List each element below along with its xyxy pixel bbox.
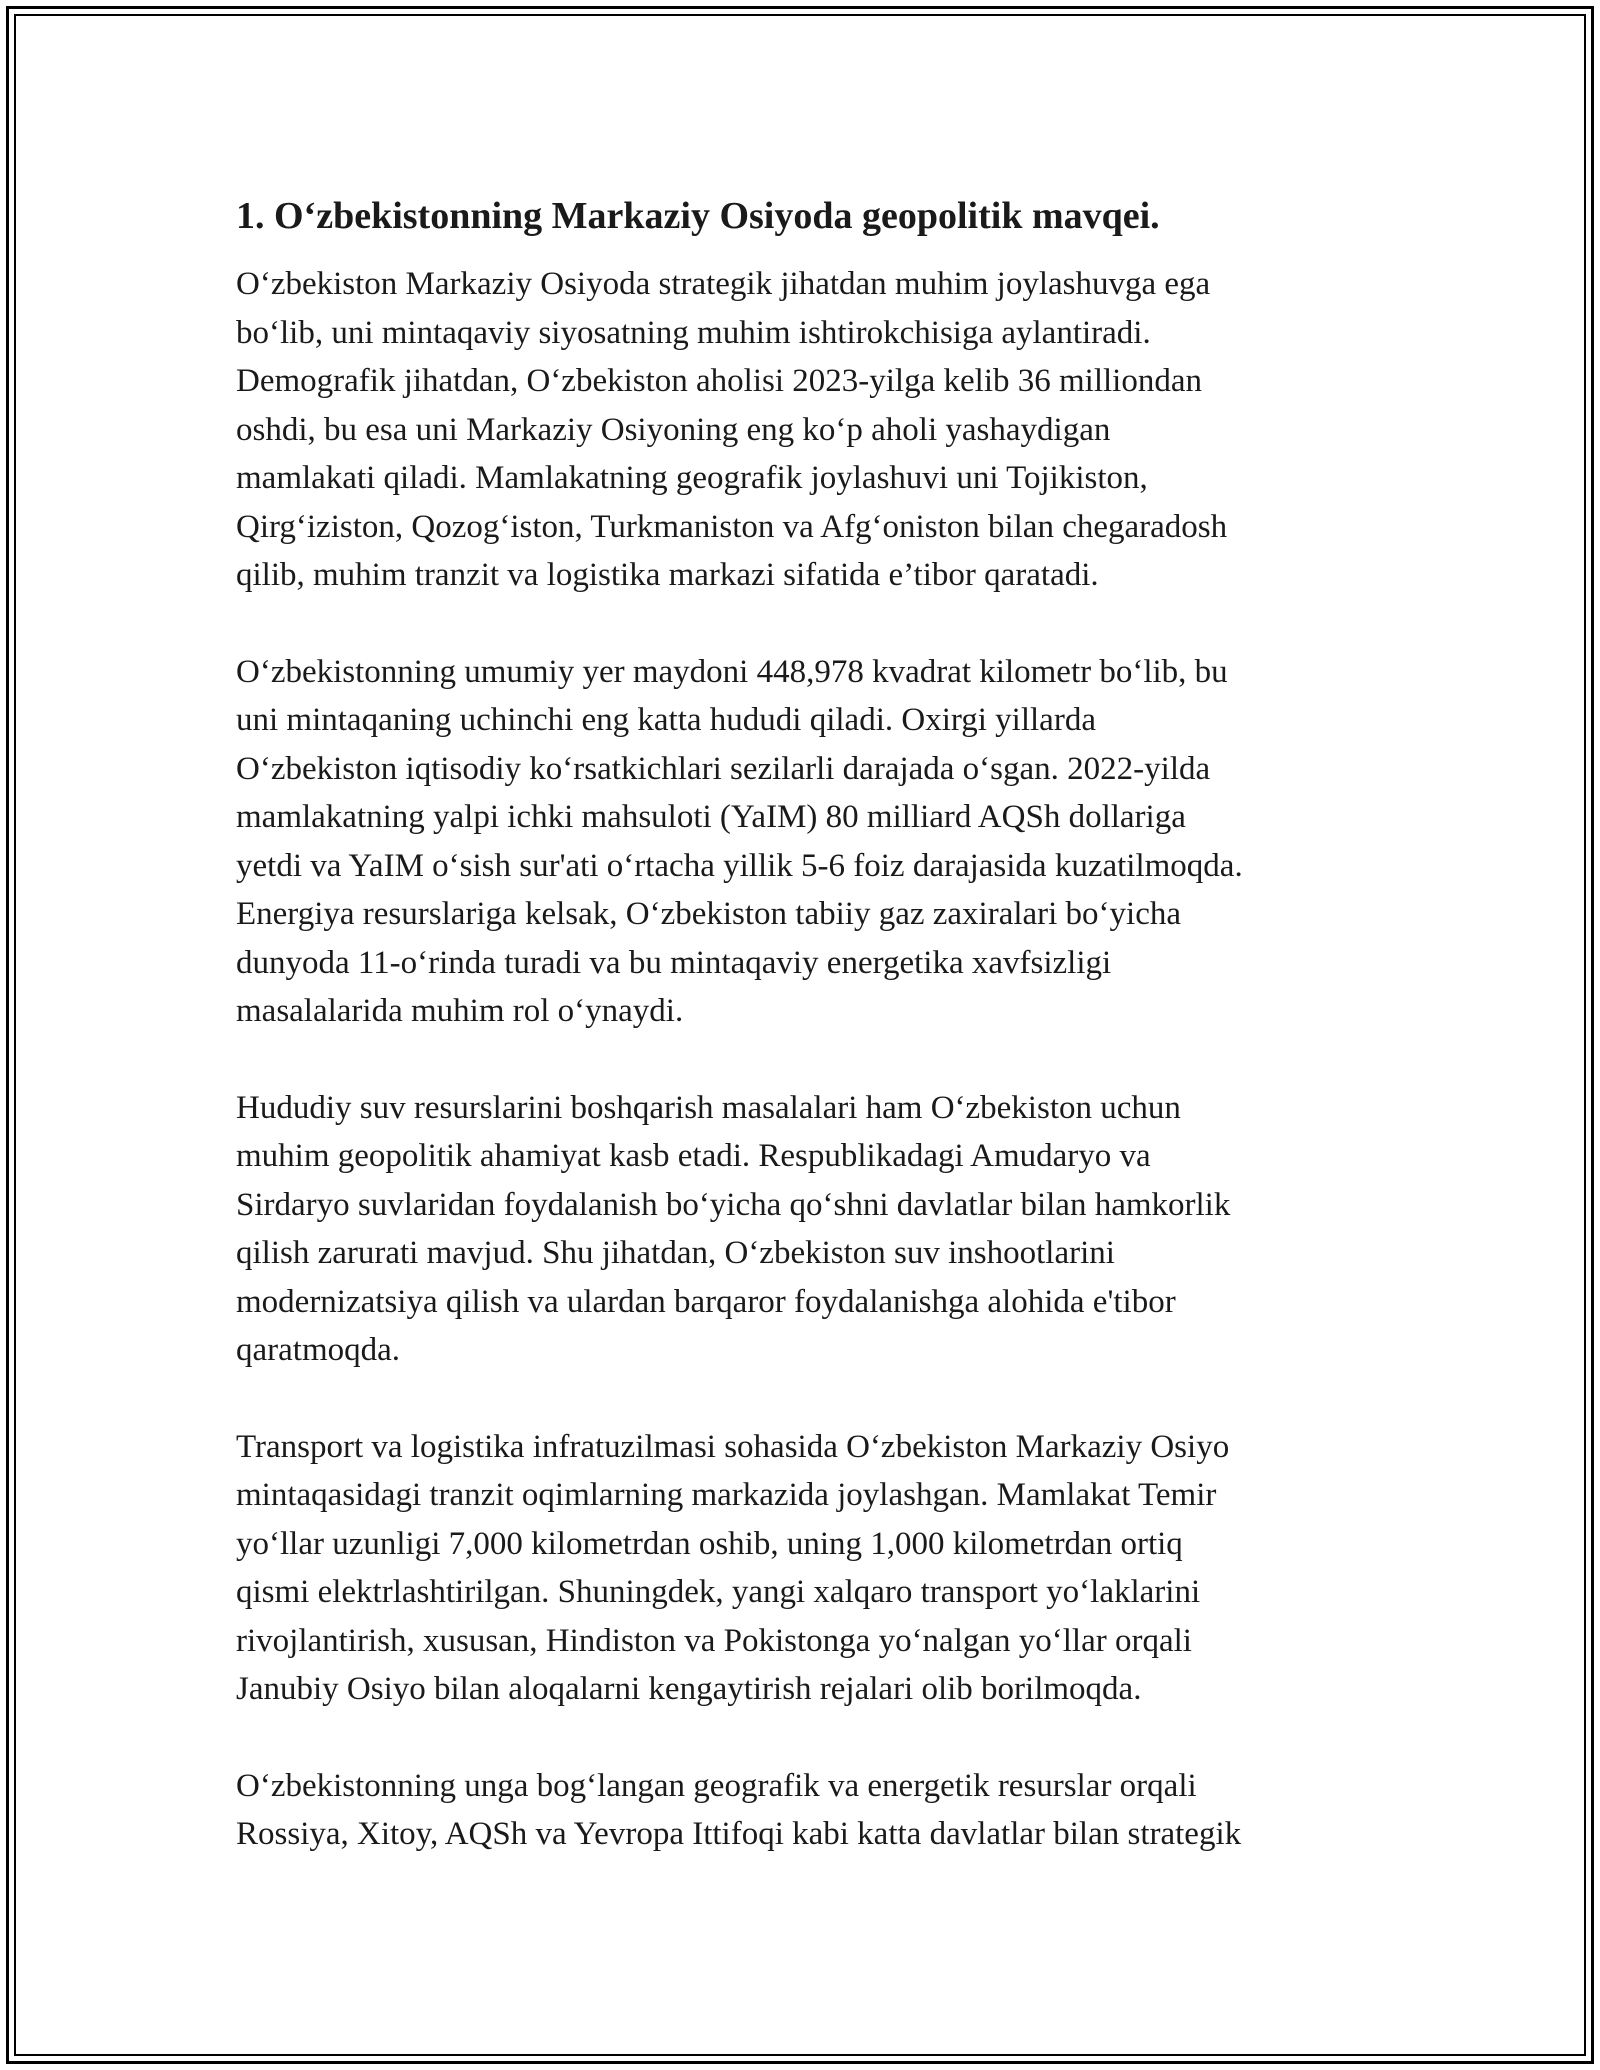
text-line: bo‘lib, uni mintaqaviy siyosatning muhim ishtirokchisiga aylantiradi. [236, 314, 1151, 351]
text-line: uni mintaqaning uchinchi eng katta hududi qiladi. Oxirgi yillarda [236, 702, 1096, 738]
text-line: Rossiya, Xitoy, AQSh va Yevropa Ittifoqi kabi katta davlatlar bilan strategik [236, 1816, 1242, 1852]
text-line: qilib, muhim tranzit va logistika markazi sifatida e’tibor qaratadi. [236, 557, 1099, 593]
text-line: Energiya resurslariga kelsak, O‘zbekiston tabiiy gaz zaxiralari bo‘yicha [236, 896, 1182, 932]
text-line: masalalarida muhim rol o‘ynaydi. [236, 993, 684, 1029]
text-line: qismi elektrlashtirilgan. Shuningdek, yangi xalqaro transport yo‘laklarini [236, 1574, 1201, 1610]
text-line: Demografik jihatdan, O‘zbekiston aholisi 2023-yilga kelib 36 milliondan [236, 363, 1202, 399]
paragraph-strategic-partners [236, 1762, 1366, 1859]
text-line: Sirdaryo suvlaridan foydalanish bo‘yicha qo‘shni davlatlar bilan hamkorlik [236, 1186, 1231, 1223]
text-line: qilish zarurati mavjud. Shu jihatdan, O‘zbekiston suv inshootlarini [236, 1235, 1115, 1271]
paragraph-economy-energy [236, 648, 1366, 1036]
text-line: O‘zbekiston Markaziy Osiyoda strategik jihatdan muhim joylashuvga ega [236, 266, 1211, 302]
text-line: yo‘llar uzunligi 7,000 kilometrdan oshib, uning 1,000 kilometrdan ortiq [236, 1525, 1183, 1562]
text-line: qaratmoqda. [236, 1332, 401, 1368]
text-line: dunyoda 11-o‘rinda turadi va bu mintaqaviy energetika xavfsizligi [236, 944, 1112, 981]
text-line: yetdi va YaIM o‘sish sur'ati o‘rtacha yillik 5-6 foiz darajasida kuzatilmoqda. [236, 847, 1243, 884]
text-line: Hududiy suv resurslarini boshqarish masalalari ham O‘zbekiston uchun [236, 1089, 1181, 1126]
text-line: O‘zbekistonning unga bog‘langan geografik va energetik resurslar orqali [236, 1767, 1197, 1804]
text-line: rivojlantirish, xususan, Hindiston va Pokistonga yo‘nalgan yo‘llar orqali [236, 1622, 1192, 1659]
section-heading: 1. O‘zbekistonning Markaziy Osiyoda geopolitik mavqei. [236, 195, 1160, 237]
document-body [236, 188, 1366, 1859]
text-line: mintaqasidagi tranzit oqimlarning markazida joylashgan. Mamlakat Temir [236, 1477, 1217, 1513]
paragraph-geographic-position [236, 260, 1366, 600]
text-line: Qirg‘iziston, Qozog‘iston, Turkmaniston va Afg‘oniston bilan chegaradosh [236, 508, 1228, 545]
paragraph-transport-logistics [236, 1423, 1366, 1714]
text-line: Janubiy Osiyo bilan aloqalarni kengaytirish rejalari olib borilmoqda. [236, 1671, 1142, 1707]
text-line: muhim geopolitik ahamiyat kasb etadi. Respublikadagi Amudaryo va [236, 1138, 1151, 1174]
text-line: oshdi, bu esa uni Markaziy Osiyoning eng ko‘p aholi yashaydigan [236, 411, 1111, 448]
text-line: O‘zbekiston iqtisodiy ko‘rsatkichlari sezilarli darajada o‘sgan. 2022-yilda [236, 750, 1211, 787]
text-line: modernizatsiya qilish va ulardan barqaror foydalanishga alohida e'tibor [236, 1283, 1176, 1320]
paragraph-water-resources [236, 1084, 1366, 1375]
text-line: Transport va logistika infratuzilmasi sohasida O‘zbekiston Markaziy Osiyo [236, 1428, 1230, 1465]
text-line: mamlakatning yalpi ichki mahsuloti (YaIM) 80 milliard AQSh dollariga [236, 799, 1186, 835]
text-line: O‘zbekistonning umumiy yer maydoni 448,978 kvadrat kilometr bo‘lib, bu [236, 653, 1228, 690]
text-line: mamlakati qiladi. Mamlakatning geografik joylashuvi uni Tojikiston, [236, 460, 1148, 496]
